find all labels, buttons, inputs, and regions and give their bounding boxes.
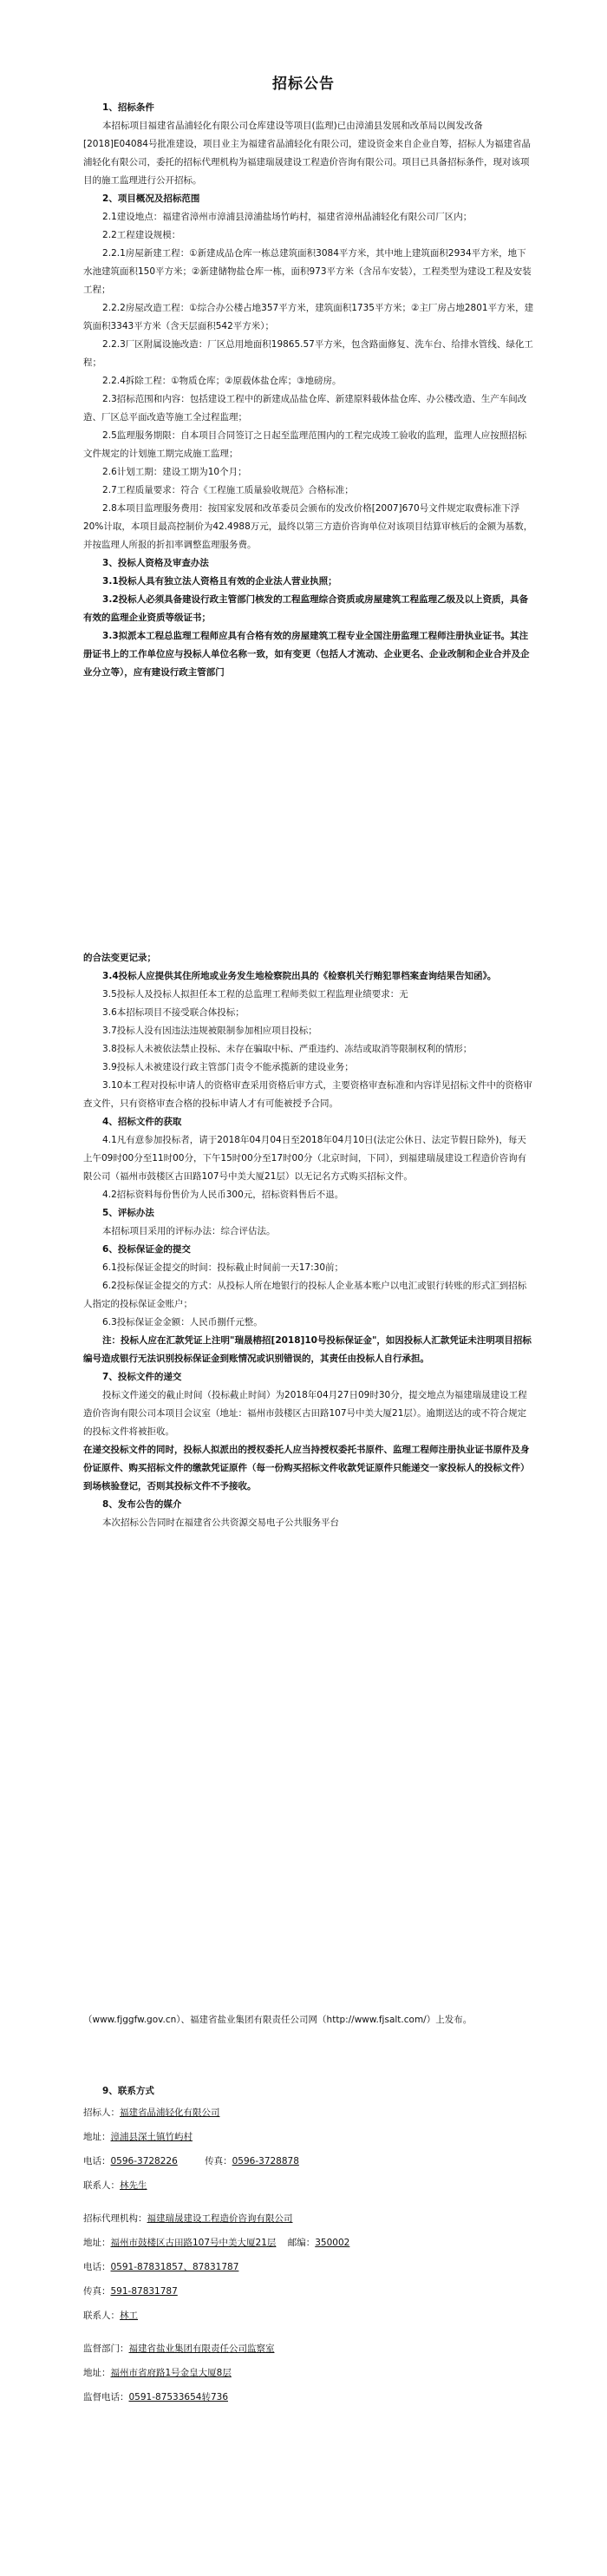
paragraph: 本招标项目采用的评标办法：综合评估法。 [102,1226,276,1236]
contact-label: 传真： [205,2156,232,2166]
page-title: 招标公告 [272,75,335,93]
paragraph: 3.7投标人没有因违法违规被限制参加相应项目投标； [102,1026,317,1036]
paragraph: 2.7工程质量要求：符合《工程施工质量验收规范》合格标准； [102,485,354,495]
contact-row [83,2149,534,2173]
contact-row [83,2337,534,2361]
paragraph: 6.3投标保证金金额：人民币捌仟元整。 [102,1317,263,1327]
contact-label: 招标代理机构： [83,2213,147,2224]
contact-value: 0596-3728878 [232,2156,299,2166]
paragraph: 2.2.4拆除工程：①物质仓库；②原载体盐仓库；③地磅房。 [102,376,342,386]
section-heading: 1、招标条件 [102,102,154,113]
contact-value: 350002 [315,2238,350,2248]
paragraph: 2.3招标范围和内容：包括建设工程中的新建成品盐仓库、新建原料载体盐仓库、办公楼改造、生产车间改造、厂区总平面改造等施工全过程监理； [83,394,527,423]
paragraph: 2.2.2房屋改造工程：①综合办公楼占地357平方米，建筑面积1735平方米；②主厂房占地2801平方米，建筑面积3343平方米（含天层面积542平方米）； [83,303,534,331]
contact-label: 电话： [83,2156,111,2166]
paragraph: 4.1凡有意参加投标者，请于2018年04月04日至2018年04月10日(法定公休日、法定节假日除外)，每天上午09时00分至11时00分，下午15时00分至17时00分（北京时间，下同），到福建瑞晟建设工程造价咨询有限公司（福州市鼓楼区古田路107号中美大厦21层）以无记名方式购买招标文件。 [83,1135,527,1182]
contact-label: 地址： [83,2238,111,2248]
section-heading: 9、联系方式 [102,2086,154,2096]
contact-row [83,2101,534,2125]
section-heading: 5、评标办法 [102,1208,154,1218]
paragraph: 2.1建设地点：福建省漳州市漳浦县漳浦盐场竹屿村，福建省漳州晶浦轻化有限公司厂区内； [102,212,473,222]
paragraph: 在递交投标文件的同时，投标人拟派出的授权委托人应当持授权委托书原件、监理工程师注册执业证书原件及身份证原件、购买招标文件的缴款凭证原件（每一份购买招标文件收款凭证原件只能递交一家投标人的投标文件）到场核验登记，否则其投标文件不予接收。 [83,1445,530,1491]
contact-label: 招标人： [83,2107,120,2118]
contact-value: 林先生 [120,2180,147,2191]
paragraph: 投标文件递交的截止时间（投标截止时间）为2018年04月27日09时30分，提交地点为福建瑞晟建设工程造价咨询有限公司本项目会议室（地址：福州市鼓楼区古田路107号中美大厦21层）。逾期送达的或不符合规定的投标文件将被拒收。 [83,1390,527,1437]
section-heading: 4、招标文件的获取 [102,1117,182,1127]
contact-label: 监督部门： [83,2343,129,2354]
section-8-continued [83,2011,534,2029]
paragraph: 2.6计划工期：建设工期为10个月； [102,467,247,477]
paragraph: 6.2投标保证金提交的方式：从投标人所在地银行的投标人企业基本账户以电汇或银行转账的形式汇到招标人指定的投标保证金账户； [83,1281,527,1309]
paragraph: 本次招标公告同时在福建省公共资源交易电子公共服务平台 [102,1517,340,1528]
contact-row [83,2304,534,2328]
paragraph: 3.9投标人未被建设行政主管部门责令不能承揽新的建设业务； [102,1062,354,1072]
contact-value: 林工 [120,2311,138,2321]
contact-row [83,2255,534,2279]
paragraph: 3.4投标人应提供其住所地或业务发生地检察院出具的《检察机关行贿犯罪档案查询结果告知函》。 [102,971,497,981]
paragraph: 2.5监理服务期限：自本项目合同签订之日起至监理范围内的工程完成竣工验收的监理，监理人应按照招标文件规定的计划施工期完成施工监理； [83,430,527,459]
contact-value: 0591-87831857、87831787 [110,2262,239,2272]
paragraph: 3.3拟派本工程总监理工程师应具有合格有效的房屋建筑工程专业全国注册监理工程师注册执业证书。其注册证书上的工作单位应与投标人单位名称一致，如有变更（包括人才流动、企业更名、企业改制和企业合并及企业分立等），应有建设行政主管部门 [83,631,530,678]
contact-row [83,2231,534,2255]
contact-label: 邮编： [287,2238,316,2248]
section-heading: 2、项目概况及招标范围 [102,193,200,204]
contact-row [83,2361,534,2385]
contact-row [83,2125,534,2149]
paragraph: 2.2.1房屋新建工程：①新建成品仓库一栋总建筑面积3084平方米，其中地上建筑面积2934平方米，地下水池建筑面积150平方米；②新建储物盐仓库一栋，面积973平方米（含吊车安装），工程类型为建设工程及安装工程； [83,248,532,295]
paragraph: 本招标项目福建省晶浦轻化有限公司仓库建设等项目(监理)已由漳浦县发展和改革局以闽发改备[2018]E04084号批准建设，项目业主为福建省晶浦轻化有限公司，建设资金来自企业自筹，招标人为福建省晶浦轻化有限公司，委托的招标代理机构为福建瑞晟建设工程造价咨询有限公司。项目已具备招标条件，现对该项目的施工监理进行公开招标。 [83,121,531,186]
contact-label: 联系人： [83,2180,120,2191]
paragraph: 的合法变更记录； [83,953,156,963]
contact-value: 漳浦县深土镇竹屿村 [110,2132,193,2142]
paragraph: 3.6本招标项目不接受联合体投标； [102,1007,245,1018]
paragraph: （www.fjggfw.gov.cn）、福建省盐业集团有限责任公司网（http://www.fjsalt.com/）上发布。 [83,2015,473,2025]
contact-label: 监督电话： [83,2392,129,2402]
contact-value: 福州市省府路1号金皇大厦8层 [110,2368,232,2378]
contact-row [83,2206,534,2231]
section-1 [83,99,534,682]
contact-value: 0591-87533654转736 [128,2392,228,2402]
section-heading: 6、投标保证金的提交 [102,1244,191,1255]
contact-value: 福建省晶浦轻化有限公司 [120,2107,220,2118]
paragraph: 2.2工程建设规模： [102,230,181,240]
section-3-continued [83,949,534,1532]
paragraph: 2.8本项目监理服务费用：按国家发展和改革委员会颁布的发改价格[2007]670号文件规定取费标准下浮20%计取，本项目最高控制价为42.4988万元，最终以第三方造价咨询单位对该项目结算审核后的金额为基数，并按监理人所报的折扣率调整监理服务费。 [83,503,533,550]
contact-label: 联系人： [83,2311,120,2321]
contact-value: 福建省盐业集团有限责任公司监察室 [128,2343,275,2354]
contact-row [83,2279,534,2304]
contact-label: 地址： [83,2132,111,2142]
section-heading: 7、投标文件的递交 [102,1372,182,1382]
paragraph: 4.2招标资料每份售价为人民币300元，招标资料售后不退。 [102,1190,344,1200]
paragraph: 6.1投标保证金提交的时间：投标截止时间前一天17:30前； [102,1262,344,1273]
contact-row [83,2385,534,2409]
section-9-contacts [83,2082,534,2409]
paragraph: 3.8投标人未被依法禁止投标、未存在骗取中标、严重违约、冻结或取消等限制权利的情形； [102,1044,473,1054]
contact-value: 591-87831787 [110,2286,178,2297]
contact-label: 电话： [83,2262,111,2272]
contact-label: 传真： [83,2286,111,2297]
contact-row [83,2173,534,2198]
contact-value: 0596-3728226 [110,2156,178,2166]
paragraph: 3.5投标人及投标人拟担任本工程的总监理工程师类似工程监理业绩要求：无 [102,989,408,1000]
contact-value: 福建瑞晟建设工程造价咨询有限公司 [147,2213,293,2224]
contact-value: 福州市鼓楼区古田路107号中美大厦21层 [110,2238,277,2248]
paragraph: 2.2.3厂区附属设施改造：厂区总用地面积19865.57平方米，包含路面修复、洗车台、给排水管线、绿化工程； [83,339,533,368]
paragraph: 3.2投标人必须具备建设行政主管部门核发的工程监理综合资质或房屋建筑工程监理乙级及以上资质，具备有效的监理企业资质等级证书； [83,594,529,623]
paragraph: 注：投标人应在汇款凭证上注明"瑞晟榕招[2018]10号投标保证金"，如因投标人汇款凭证未注明项目招标编号造成银行无法识别投标保证金到账情况或识别错误的，其责任由投标人自行承担。 [83,1335,532,1364]
contact-label: 地址： [83,2368,111,2378]
section-heading: 3、投标人资格及审查办法 [102,558,209,568]
paragraph: 3.10本工程对投标申请人的资格审查采用资格后审方式，主要资格审查标准和内容详见招标文件中的资格审查文件，只有资格审查合格的投标申请人才有可能被授予合同。 [83,1080,532,1109]
paragraph: 3.1投标人具有独立法人资格且有效的企业法人营业执照； [102,576,337,587]
section-heading: 8、发布公告的媒介 [102,1499,182,1510]
